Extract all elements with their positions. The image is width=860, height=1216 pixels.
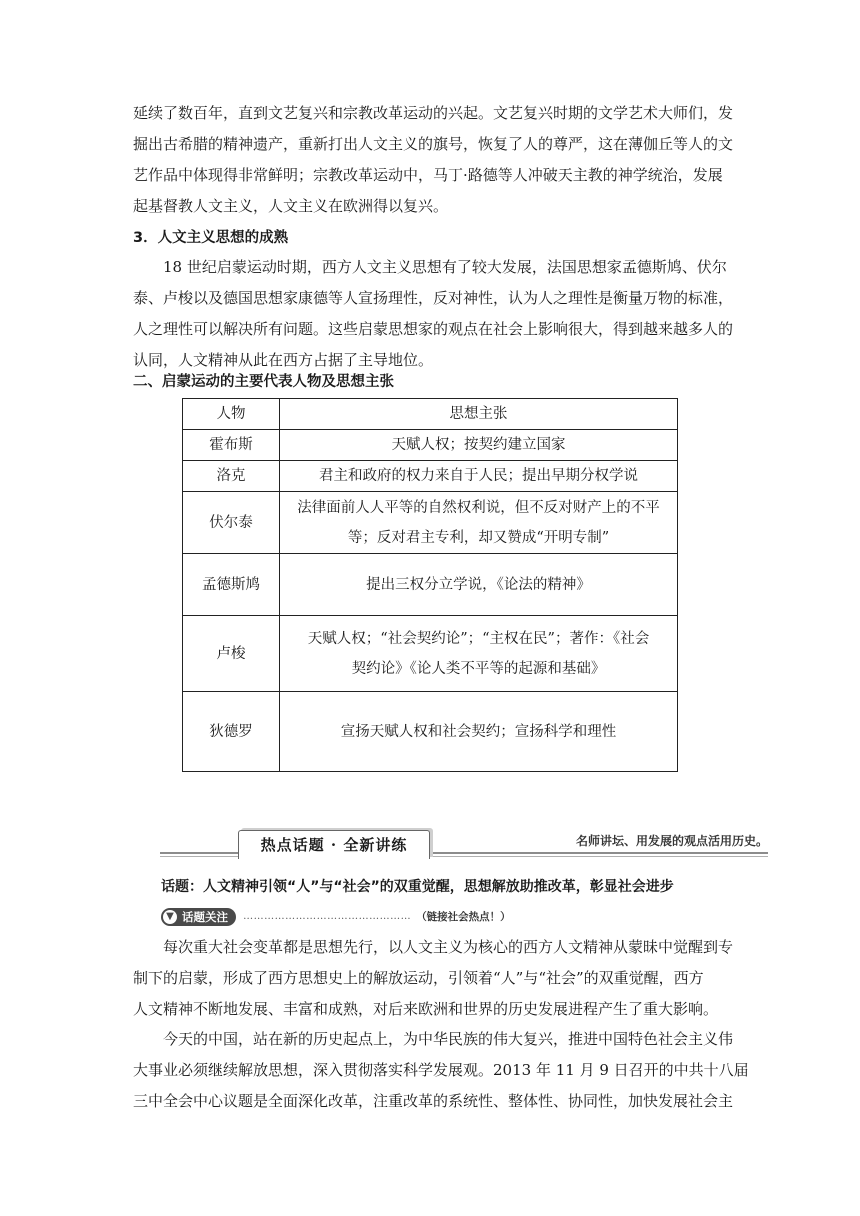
figure-ideas (280, 616, 678, 692)
table-row (183, 692, 678, 772)
text-line: 起基督教人文主义，人文主义在欧洲得以复兴。 (133, 197, 449, 215)
header-cell-ideas: 思想主张 (280, 399, 678, 430)
text-line: 今天的中国，站在新的历史起点上，为中华民族的伟大复兴，推进中国特色社会主义伟 (163, 1030, 734, 1048)
hot-topic-banner (160, 830, 768, 860)
topic-focus-label: 话题关注 (182, 909, 228, 924)
topic-paragraph-1 (133, 932, 734, 1025)
text-line: 大事业必须继续解放思想，深入贯彻落实科学发展观。2013 年 11 月 9 日召开的中共十八届 (133, 1061, 749, 1079)
topic-focus-row (161, 906, 721, 926)
text-line: 延续了数百年，直到文艺复兴和宗教改革运动的兴起。文艺复兴时期的文学艺术大师们，发 (133, 104, 734, 122)
maturity-paragraph (133, 252, 734, 376)
banner-tab-title: 热点话题 · 全新讲练 (238, 830, 430, 859)
text-line: 泰、卢梭以及德国思想家康德等人宣扬理性，反对神性，认为人之理性是衡量万物的标准， (133, 289, 734, 307)
figure-name: 洛克 (183, 461, 280, 492)
figure-name: 狄德罗 (183, 692, 280, 772)
ideas-line: 法律面前人人平等的自然权利说，但不反对财产上的不平 (297, 499, 660, 516)
down-arrow-circle-icon: ▼ (163, 910, 177, 924)
text-line: 掘出古希腊的精神遗产，重新打出人文主义的旗号，恢复了人的尊严，这在薄伽丘等人的文 (133, 135, 734, 153)
ideas-line: 契约论》《论人类不平等的起源和基础》 (351, 660, 606, 677)
table-row (183, 492, 678, 554)
topic-focus-badge (161, 908, 236, 926)
ideas-line: 等；反对君主专利，却又赞成“开明专制” (347, 529, 610, 546)
text-line: 三中全会中心议题是全面深化改革，注重改革的系统性、整体性、协同性，加快发展社会主 (133, 1092, 734, 1110)
header-cell-figure: 人物 (183, 399, 280, 430)
topic-focus-note: （链接社会热点！） (416, 911, 511, 923)
figure-name: 卢梭 (183, 616, 280, 692)
section-heading-maturity: 3．人文主义思想的成熟 (133, 230, 289, 246)
table-row (183, 430, 678, 461)
text-line: 认同，人文精神从此在西方占据了主导地位。 (133, 351, 434, 369)
figure-name: 伏尔泰 (183, 492, 280, 554)
table-row (183, 461, 678, 492)
figure-ideas: 宣扬天赋人权和社会契约；宣扬科学和理性 (280, 692, 678, 772)
text-line: 制下的启蒙，形成了西方思想史上的解放运动，引领着“人”与“社会”的双重觉醒，西方 (133, 969, 704, 987)
topic-title: 话题：人文精神引领“人”与“社会”的双重觉醒，思想解放助推改革，彰显社会进步 (161, 879, 674, 895)
section-heading-enlightenment: 二、启蒙运动的主要代表人物及思想主张 (133, 374, 394, 390)
text-line: 人之理性可以解决所有问题。这些启蒙思想家的观点在社会上影响很大，得到越来越多人的 (133, 320, 734, 338)
topic-paragraph-2 (133, 1024, 749, 1117)
table-header-row (183, 399, 678, 430)
figure-name: 霍布斯 (183, 430, 280, 461)
banner-slogan: 名师讲坛、用发展的观点活用历史。 (575, 834, 768, 848)
figure-name: 孟德斯鸠 (183, 554, 280, 616)
figure-ideas: 天赋人权；按契约建立国家 (280, 430, 678, 461)
intro-paragraph (133, 98, 734, 222)
table-row (183, 616, 678, 692)
leader-dots: ………………………………………… (243, 911, 412, 922)
figure-ideas: 君主和政府的权力来自于人民；提出早期分权学说 (280, 461, 678, 492)
ideas-line: 天赋人权；“社会契约论”；“主权在民”；著作：《社会 (307, 630, 650, 647)
enlightenment-figures-table (182, 398, 678, 772)
table-row (183, 554, 678, 616)
figure-ideas (280, 492, 678, 554)
text-line: 人文精神不断地发展、丰富和成熟，对后来欧洲和世界的历史发展进程产生了重大影响。 (133, 1000, 719, 1018)
text-line: 每次重大社会变革都是思想先行，以人文主义为核心的西方人文精神从蒙昧中觉醒到专 (163, 938, 734, 956)
text-line: 艺作品中体现得非常鲜明；宗教改革运动中，马丁·路德等人冲破天主教的神学统治，发展 (133, 166, 723, 184)
text-line: 18 世纪启蒙运动时期，西方人文主义思想有了较大发展，法国思想家孟德斯鸠、伏尔 (163, 258, 727, 276)
figure-ideas: 提出三权分立学说，《论法的精神》 (280, 554, 678, 616)
